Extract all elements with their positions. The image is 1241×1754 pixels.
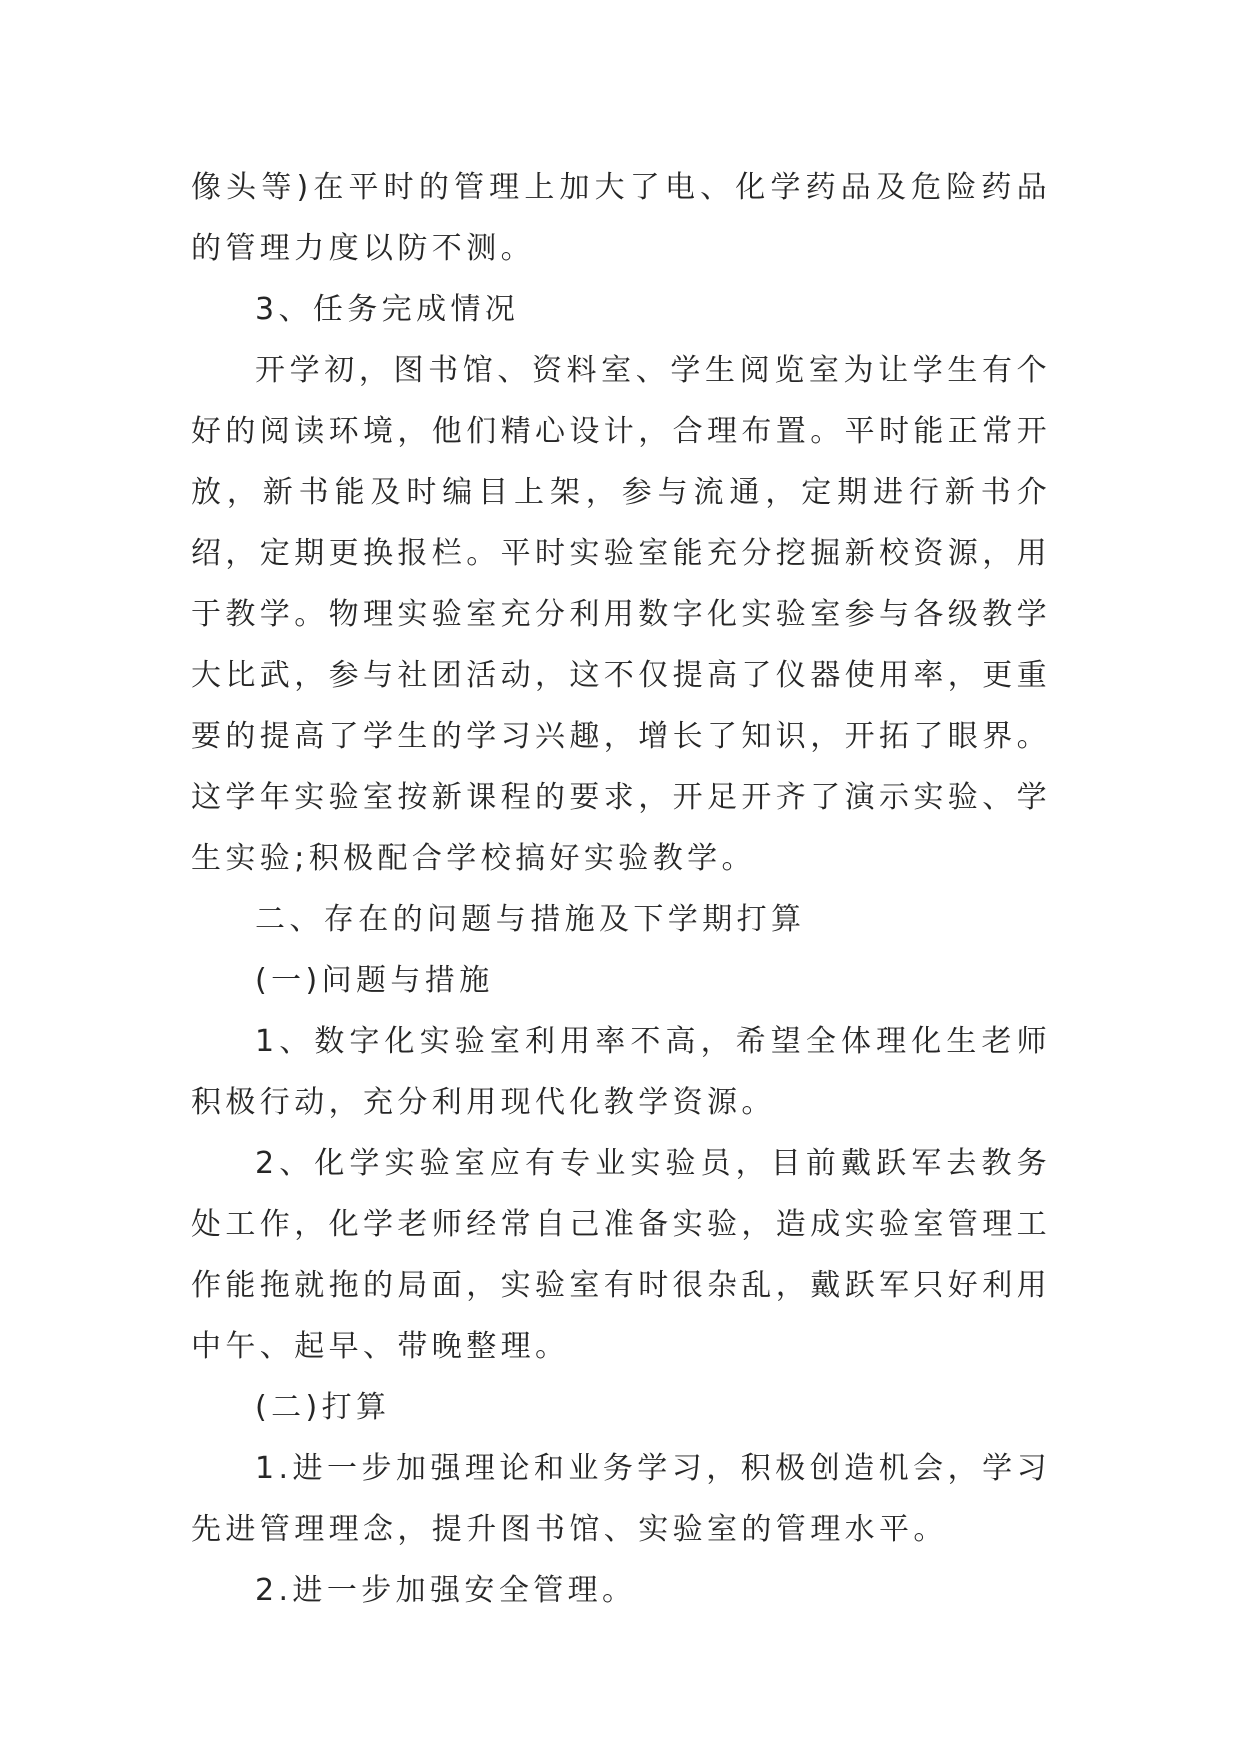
paragraph-continued-safety: 像头等)在平时的管理上加大了电、化学药品及危险药品的管理力度以防不测。 [191, 170, 1051, 266]
document-body [191, 157, 1051, 1621]
plan-item-2: 2.进一步加强安全管理。 [255, 1573, 637, 1608]
problem-item-2: 2、化学实验室应有专业实验员，目前戴跃军去教务处工作，化学老师经常自己准备实验，造成实验室管理工作能拖就拖的局面，实验室有时很杂乱，戴跃军只好利用中午、起早、带晚整理。 [191, 1146, 1051, 1364]
subheading-problems-measures: (一)问题与措施 [255, 963, 494, 998]
heading-task-completion: 3、任务完成情况 [255, 292, 520, 327]
subheading-plans: (二)打算 [255, 1390, 391, 1425]
heading-problems-and-plans: 二、存在的问题与措施及下学期打算 [255, 902, 806, 937]
plan-item-1: 1.进一步加强理论和业务学习，积极创造机会，学习先进管理理念，提升图书馆、实验室的管理水平。 [191, 1451, 1051, 1547]
problem-item-1: 1、数字化实验室利用率不高，希望全体理化生老师积极行动，充分利用现代化教学资源。 [191, 1024, 1051, 1120]
paragraph-library-lab-work: 开学初，图书馆、资料室、学生阅览室为让学生有个好的阅读环境，他们精心设计，合理布置。平时能正常开放，新书能及时编目上架，参与流通，定期进行新书介绍，定期更换报栏。平时实验室能充分挖掘新校资源，用于教学。物理实验室充分利用数字化实验室参与各级教学大比武，参与社团活动，这不仅提高了仪器使用率，更重要的提高了学生的学习兴趣，增长了知识，开拓了眼界。这学年实验室按新课程的要求，开足开齐了演示实验、学生实验;积极配合学校搞好实验教学。 [191, 353, 1051, 876]
